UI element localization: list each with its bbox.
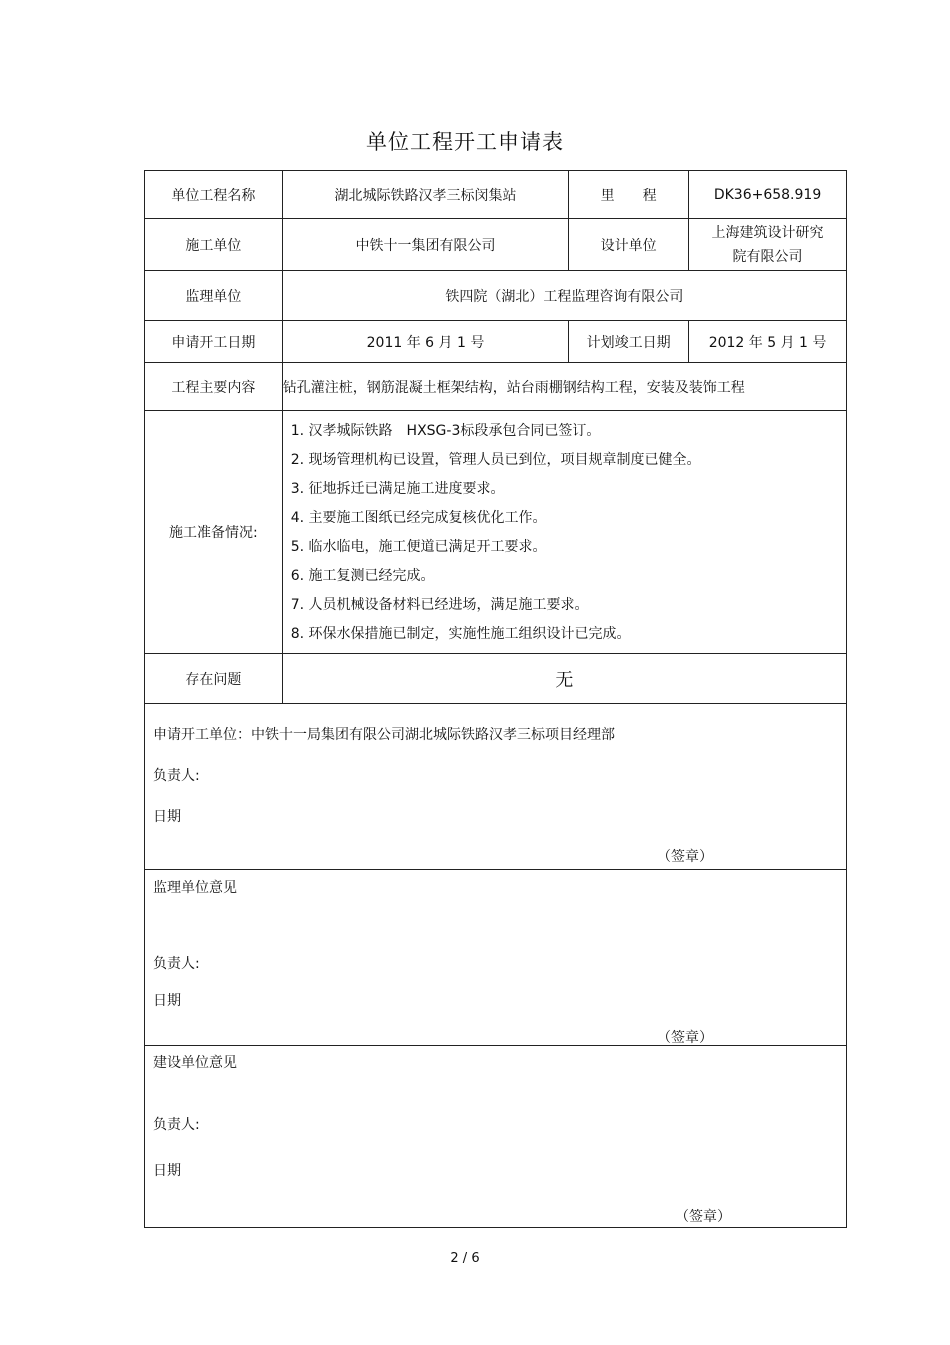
mileage-label: 里 程 <box>569 171 689 219</box>
preparation-label: 施工准备情况: <box>145 411 283 654</box>
supervisor-value: 铁四院（湖北）工程监理咨询有限公司 <box>282 271 846 321</box>
owner-responsible-label: 负责人: <box>153 1117 200 1133</box>
main-content-value: 钻孔灌注桩，钢筋混凝土框架结构，站台雨棚钢结构工程，安装及装饰工程 <box>282 363 846 411</box>
row-preparation <box>145 411 847 654</box>
preparation-item: 8. 环保水保措施已制定，实施性施工组织设计已完成。 <box>290 626 631 642</box>
row-dates <box>145 321 847 363</box>
preparation-item: 1. 汉孝城际铁路 HXSG-3标段承包合同已签订。 <box>290 423 601 439</box>
row-applicant <box>145 704 847 870</box>
supervisor-label: 监理单位 <box>145 271 283 321</box>
owner-seal-label: （签章） <box>675 1209 731 1225</box>
designer-label: 设计单位 <box>569 219 689 271</box>
row-owner-opinion <box>145 1046 847 1228</box>
row-main-content <box>145 363 847 411</box>
project-name-value: 湖北城际铁路汉孝三标闵集站 <box>282 171 568 219</box>
supervision-responsible-label: 负责人: <box>153 956 200 972</box>
document-title: 单位工程开工申请表 <box>366 130 564 154</box>
issues-label: 存在问题 <box>145 654 283 704</box>
designer-line-2: 院有限公司 <box>732 248 803 265</box>
page-number: 2 / 6 <box>450 1251 480 1266</box>
preparation-item: 2. 现场管理机构已设置，管理人员已到位，项目规章制度已健全。 <box>290 452 701 468</box>
preparation-list-cell <box>282 411 846 654</box>
applicant-seal-label: （签章） <box>657 849 713 865</box>
supervision-seal-label: （签章） <box>657 1030 713 1046</box>
applicant-date-label: 日期 <box>153 809 181 825</box>
planned-completion-label: 计划竣工日期 <box>569 321 689 363</box>
supervision-opinion-heading: 监理单位意见 <box>153 880 237 896</box>
applicant-section <box>145 704 847 870</box>
preparation-item: 7. 人员机械设备材料已经进场，满足施工要求。 <box>290 597 589 613</box>
apply-date-value: 2011 年 6 月 1 号 <box>282 321 568 363</box>
row-issues <box>145 654 847 704</box>
supervision-date-label: 日期 <box>153 993 181 1009</box>
planned-completion-value: 2012 年 5 月 1 号 <box>689 321 847 363</box>
row-contractor <box>145 219 847 271</box>
preparation-item: 6. 施工复测已经完成。 <box>290 568 435 584</box>
preparation-item: 4. 主要施工图纸已经完成复核优化工作。 <box>290 510 547 526</box>
application-form-table <box>144 170 847 1228</box>
row-supervision-opinion <box>145 870 847 1046</box>
main-content-label: 工程主要内容 <box>145 363 283 411</box>
row-project-name <box>145 171 847 219</box>
applicant-responsible-label: 负责人: <box>153 768 200 784</box>
preparation-item: 3. 征地拆迁已满足施工进度要求。 <box>290 481 505 497</box>
project-name-label: 单位工程名称 <box>145 171 283 219</box>
mileage-value: DK36+658.919 <box>689 171 847 219</box>
contractor-label: 施工单位 <box>145 219 283 271</box>
owner-date-label: 日期 <box>153 1163 181 1179</box>
designer-line-1: 上海建筑设计研究 <box>711 224 824 241</box>
preparation-list <box>283 411 846 653</box>
apply-date-label: 申请开工日期 <box>145 321 283 363</box>
supervision-opinion-section <box>145 870 847 1046</box>
owner-opinion-heading: 建设单位意见 <box>153 1055 237 1071</box>
row-supervisor <box>145 271 847 321</box>
preparation-item: 5. 临水临电，施工便道已满足开工要求。 <box>290 539 547 555</box>
designer-value <box>689 219 847 271</box>
contractor-value: 中铁十一集团有限公司 <box>282 219 568 271</box>
owner-opinion-section <box>145 1046 847 1228</box>
issues-value: 无 <box>282 654 846 704</box>
applicant-unit: 申请开工单位：中铁十一局集团有限公司湖北城际铁路汉孝三标项目经理部 <box>153 727 615 743</box>
